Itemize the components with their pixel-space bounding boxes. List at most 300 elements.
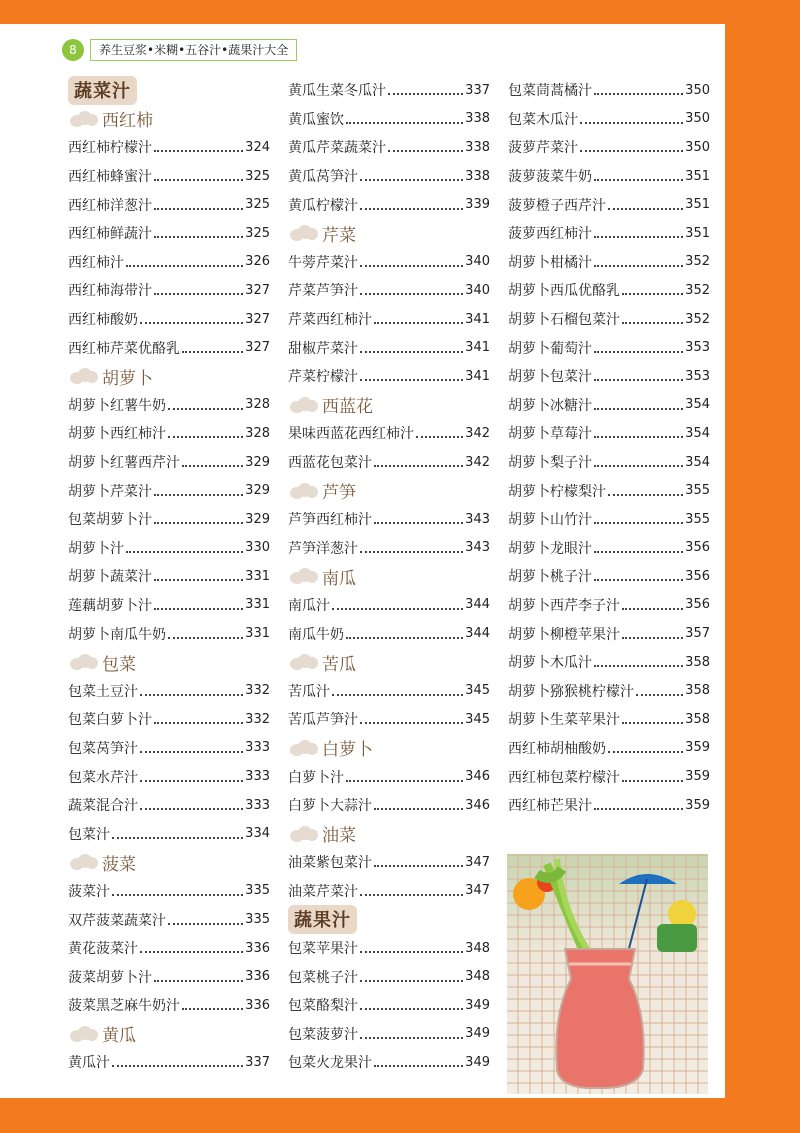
cloud-icon	[290, 654, 318, 670]
toc-entry[interactable]	[68, 905, 270, 934]
dot-leader	[140, 322, 243, 324]
toc-entry[interactable]	[288, 305, 490, 334]
entry-page-number: 340	[465, 282, 490, 298]
dot-leader	[594, 808, 683, 810]
toc-entry[interactable]	[68, 991, 270, 1020]
entry-title: 胡萝卜葡萄汁	[508, 340, 592, 357]
page	[0, 24, 725, 1098]
entry-page-number: 347	[465, 883, 490, 899]
toc-entry[interactable]	[68, 391, 270, 420]
dot-leader	[622, 322, 683, 324]
entry-title: 西红柿鲜蔬汁	[68, 226, 152, 243]
entry-page-number: 349	[465, 997, 490, 1013]
category-label: 蔬菜汁	[68, 76, 137, 105]
subcategory-heading	[68, 1020, 270, 1049]
dot-leader	[154, 494, 243, 496]
toc-entry[interactable]	[288, 791, 490, 820]
dot-leader	[154, 236, 243, 238]
dot-leader	[140, 780, 243, 782]
toc-entry[interactable]	[288, 991, 490, 1020]
entry-title: 蔬菜混合汁	[68, 798, 138, 815]
dot-leader	[374, 1065, 463, 1067]
toc-entry[interactable]	[288, 848, 490, 877]
entry-title: 胡萝卜包菜汁	[508, 369, 592, 386]
toc-entry[interactable]	[68, 534, 270, 563]
toc-entry[interactable]	[288, 105, 490, 134]
dot-leader	[360, 208, 463, 210]
toc-entry[interactable]	[288, 419, 490, 448]
entry-page-number: 356	[685, 597, 710, 613]
toc-entry[interactable]	[508, 391, 710, 420]
entry-title: 黄瓜柠檬汁	[288, 197, 358, 214]
entry-page-number: 334	[245, 826, 270, 842]
entry-title: 胡萝卜柑橘汁	[508, 254, 592, 271]
entry-page-number: 327	[245, 340, 270, 356]
entry-title: 芦笋西红柿汁	[288, 512, 372, 529]
entry-page-number: 343	[465, 540, 490, 556]
dot-leader	[374, 808, 463, 810]
entry-page-number: 356	[685, 540, 710, 556]
dot-leader	[594, 579, 683, 581]
dot-leader	[594, 179, 683, 181]
toc-entry[interactable]	[508, 105, 710, 134]
entry-title: 黄瓜莴笋汁	[288, 169, 358, 186]
entry-page-number: 342	[465, 425, 490, 441]
entry-title: 胡萝卜猕猴桃柠檬汁	[508, 683, 634, 700]
toc-column-3	[508, 76, 710, 819]
entry-page-number: 341	[465, 368, 490, 384]
toc-entry[interactable]	[68, 791, 270, 820]
toc-entry[interactable]	[508, 619, 710, 648]
entry-title: 胡萝卜龙眼汁	[508, 540, 592, 557]
dot-leader	[168, 408, 243, 410]
toc-entry[interactable]	[68, 305, 270, 334]
toc-entry[interactable]	[68, 591, 270, 620]
entry-title: 包菜菠萝汁	[288, 1026, 358, 1043]
entry-title: 西蓝花包菜汁	[288, 455, 372, 472]
toc-entry[interactable]	[68, 190, 270, 219]
dot-leader	[182, 465, 243, 467]
entry-title: 芹菜西红柿汁	[288, 312, 372, 329]
entry-page-number: 329	[245, 483, 270, 499]
subcategory-heading	[288, 562, 490, 591]
dot-leader	[168, 923, 243, 925]
dot-leader	[126, 265, 243, 267]
toc-entry[interactable]	[68, 934, 270, 963]
bottom-frame-bar	[0, 1098, 800, 1133]
entry-title: 芦笋洋葱汁	[288, 540, 358, 557]
entry-page-number: 346	[465, 769, 490, 785]
toc-entry[interactable]	[68, 248, 270, 277]
toc-column-1	[68, 76, 270, 1077]
page-header	[62, 38, 297, 62]
entry-page-number: 331	[245, 568, 270, 584]
dot-leader	[332, 694, 463, 696]
entry-page-number: 336	[245, 969, 270, 985]
entry-title: 胡萝卜汁	[68, 540, 124, 557]
entry-title: 菠菜汁	[68, 883, 110, 900]
entry-title: 包菜酪梨汁	[288, 998, 358, 1015]
dot-leader	[580, 150, 683, 152]
entry-title: 包菜水芹汁	[68, 769, 138, 786]
entry-page-number: 342	[465, 454, 490, 470]
toc-entry[interactable]	[68, 505, 270, 534]
entry-title: 西红柿酸奶	[68, 312, 138, 329]
toc-entry[interactable]	[68, 333, 270, 362]
subcategory-label: 苦瓜	[322, 654, 356, 675]
dot-leader	[388, 150, 463, 152]
entry-page-number: 336	[245, 940, 270, 956]
dot-leader	[168, 436, 243, 438]
entry-page-number: 337	[465, 82, 490, 98]
dot-leader	[636, 694, 683, 696]
entry-title: 黄瓜蜜饮	[288, 111, 344, 128]
entry-page-number: 344	[465, 597, 490, 613]
toc-entry[interactable]	[288, 1048, 490, 1077]
entry-page-number: 354	[685, 425, 710, 441]
dot-leader	[360, 293, 463, 295]
entry-page-number: 348	[465, 969, 490, 985]
entry-page-number: 353	[685, 368, 710, 384]
entry-page-number: 358	[685, 711, 710, 727]
toc-entry[interactable]	[68, 448, 270, 477]
entry-page-number: 335	[245, 883, 270, 899]
entry-title: 芹菜芦笋汁	[288, 283, 358, 300]
entry-title: 胡萝卜木瓜汁	[508, 655, 592, 672]
entry-title: 胡萝卜西瓜优酪乳	[508, 283, 620, 300]
toc-entry[interactable]	[68, 133, 270, 162]
toc-entry[interactable]	[288, 133, 490, 162]
toc-entry[interactable]	[288, 448, 490, 477]
toc-entry[interactable]	[68, 877, 270, 906]
entry-page-number: 347	[465, 854, 490, 870]
entry-page-number: 348	[465, 940, 490, 956]
dot-leader	[608, 208, 683, 210]
entry-title: 包菜火龙果汁	[288, 1055, 372, 1072]
toc-entry[interactable]	[508, 190, 710, 219]
subcategory-heading	[288, 219, 490, 248]
entry-title: 胡萝卜柠檬梨汁	[508, 483, 606, 500]
dot-leader	[140, 951, 243, 953]
toc-entry[interactable]	[508, 248, 710, 277]
dot-leader	[346, 780, 463, 782]
entry-page-number: 333	[245, 740, 270, 756]
dot-leader	[154, 293, 243, 295]
entry-title: 包菜胡萝卜汁	[68, 512, 152, 529]
toc-entry[interactable]	[508, 562, 710, 591]
entry-title: 胡萝卜红薯牛奶	[68, 397, 166, 414]
toc-entry[interactable]	[508, 705, 710, 734]
page-number-badge: 8	[62, 39, 84, 61]
entry-page-number: 357	[685, 626, 710, 642]
entry-page-number: 341	[465, 311, 490, 327]
entry-page-number: 359	[685, 769, 710, 785]
entry-title: 胡萝卜蔬菜汁	[68, 569, 152, 586]
toc-entry[interactable]	[68, 819, 270, 848]
toc-entry[interactable]	[288, 76, 490, 105]
toc-entry[interactable]	[508, 534, 710, 563]
dot-leader	[594, 436, 683, 438]
entry-page-number: 325	[245, 197, 270, 213]
dot-leader	[360, 951, 463, 953]
cloud-icon	[70, 854, 98, 870]
entry-page-number: 352	[685, 254, 710, 270]
toc-entry[interactable]	[508, 791, 710, 820]
dot-leader	[154, 208, 243, 210]
dot-leader	[360, 179, 463, 181]
toc-entry[interactable]	[68, 562, 270, 591]
entry-title: 牛蒡芹菜汁	[288, 254, 358, 271]
entry-page-number: 356	[685, 568, 710, 584]
entry-title: 莲藕胡萝卜汁	[68, 597, 152, 614]
entry-title: 油菜紫包菜汁	[288, 855, 372, 872]
dot-leader	[154, 608, 243, 610]
entry-title: 黄花菠菜汁	[68, 941, 138, 958]
entry-title: 西红柿海带汁	[68, 283, 152, 300]
entry-page-number: 358	[685, 683, 710, 699]
entry-page-number: 325	[245, 168, 270, 184]
toc-entry[interactable]	[508, 591, 710, 620]
entry-title: 胡萝卜梨子汁	[508, 455, 592, 472]
entry-page-number: 354	[685, 454, 710, 470]
entry-title: 菠萝橙子西芹汁	[508, 197, 606, 214]
toc-entry[interactable]	[508, 276, 710, 305]
subcategory-heading	[68, 848, 270, 877]
toc-entry[interactable]	[288, 362, 490, 391]
toc-entry[interactable]	[68, 276, 270, 305]
entry-title: 胡萝卜冰糖汁	[508, 397, 592, 414]
juice-glass-illustration	[507, 854, 708, 1094]
entry-title: 胡萝卜柳橙苹果汁	[508, 626, 620, 643]
entry-page-number: 338	[465, 139, 490, 155]
dot-leader	[374, 465, 463, 467]
toc-entry[interactable]	[508, 762, 710, 791]
toc-entry[interactable]	[288, 505, 490, 534]
entry-title: 西红柿洋葱汁	[68, 197, 152, 214]
subcategory-label: 芹菜	[322, 225, 356, 246]
entry-page-number: 336	[245, 997, 270, 1013]
entry-title: 包菜白萝卜汁	[68, 712, 152, 729]
dot-leader	[594, 522, 683, 524]
subcategory-heading	[288, 648, 490, 677]
entry-page-number: 332	[245, 683, 270, 699]
dot-leader	[608, 751, 683, 753]
dot-leader	[580, 122, 683, 124]
subcategory-heading	[288, 391, 490, 420]
subcategory-heading	[68, 648, 270, 677]
dot-leader	[360, 980, 463, 982]
entry-page-number: 333	[245, 769, 270, 785]
entry-title: 菠萝菠菜牛奶	[508, 169, 592, 186]
entry-page-number: 328	[245, 397, 270, 413]
cloud-icon	[70, 111, 98, 127]
entry-page-number: 327	[245, 282, 270, 298]
entry-title: 西红柿胡柚酸奶	[508, 740, 606, 757]
subcategory-heading	[288, 476, 490, 505]
entry-page-number: 329	[245, 454, 270, 470]
dot-leader	[140, 751, 243, 753]
toc-entry[interactable]	[68, 705, 270, 734]
dot-leader	[360, 1008, 463, 1010]
toc-entry[interactable]	[508, 505, 710, 534]
toc-entry[interactable]	[288, 162, 490, 191]
entry-title: 苦瓜汁	[288, 683, 330, 700]
entry-title: 胡萝卜西芹李子汁	[508, 597, 620, 614]
toc-entry[interactable]	[288, 276, 490, 305]
entry-title: 双芹菠菜蔬菜汁	[68, 912, 166, 929]
entry-page-number: 355	[685, 511, 710, 527]
toc-entry[interactable]	[288, 333, 490, 362]
dot-leader	[154, 579, 243, 581]
cloud-icon	[290, 740, 318, 756]
subcategory-heading	[288, 819, 490, 848]
toc-entry[interactable]	[288, 1020, 490, 1049]
entry-title: 西红柿柠檬汁	[68, 140, 152, 157]
entry-page-number: 328	[245, 425, 270, 441]
entry-title: 南瓜汁	[288, 597, 330, 614]
cloud-icon	[290, 483, 318, 499]
subcategory-label: 油菜	[322, 826, 356, 847]
toc-entry[interactable]	[288, 619, 490, 648]
dot-leader	[594, 236, 683, 238]
dot-leader	[622, 722, 683, 724]
toc-entry[interactable]	[68, 676, 270, 705]
toc-entry[interactable]	[508, 333, 710, 362]
entry-page-number: 338	[465, 111, 490, 127]
dot-leader	[182, 1008, 243, 1010]
entry-title: 包菜苹果汁	[288, 941, 358, 958]
entry-title: 菠萝芹菜汁	[508, 140, 578, 157]
cloud-icon	[70, 1026, 98, 1042]
subcategory-label: 白萝卜	[322, 740, 373, 761]
entry-page-number: 331	[245, 626, 270, 642]
toc-entry[interactable]	[288, 934, 490, 963]
entry-page-number: 337	[245, 1054, 270, 1070]
dot-leader	[388, 93, 463, 95]
entry-page-number: 349	[465, 1026, 490, 1042]
entry-page-number: 346	[465, 797, 490, 813]
dot-leader	[154, 722, 243, 724]
toc-entry[interactable]	[508, 648, 710, 677]
category-heading	[68, 76, 270, 105]
toc-entry[interactable]	[508, 676, 710, 705]
toc-entry[interactable]	[68, 419, 270, 448]
toc-entry[interactable]	[508, 76, 710, 105]
subcategory-label: 西蓝花	[322, 397, 373, 418]
toc-entry[interactable]	[68, 1048, 270, 1077]
toc-entry[interactable]	[68, 734, 270, 763]
toc-entry[interactable]	[288, 705, 490, 734]
toc-entry[interactable]	[68, 962, 270, 991]
entry-page-number: 339	[465, 197, 490, 213]
entry-page-number: 329	[245, 511, 270, 527]
entry-title: 西红柿包菜柠檬汁	[508, 769, 620, 786]
dot-leader	[594, 93, 683, 95]
toc-entry[interactable]	[68, 762, 270, 791]
entry-title: 包菜桃子汁	[288, 969, 358, 986]
dot-leader	[594, 665, 683, 667]
dot-leader	[112, 1065, 243, 1067]
dot-leader	[182, 351, 243, 353]
subcategory-heading	[68, 105, 270, 134]
toc-entry[interactable]	[508, 476, 710, 505]
toc-entry[interactable]	[288, 877, 490, 906]
toc-entry[interactable]	[508, 133, 710, 162]
entry-title: 胡萝卜桃子汁	[508, 569, 592, 586]
toc-entry[interactable]	[288, 962, 490, 991]
toc-entry[interactable]	[288, 190, 490, 219]
toc-entry[interactable]	[508, 219, 710, 248]
dot-leader	[346, 122, 463, 124]
toc-entry[interactable]	[508, 362, 710, 391]
toc-entry[interactable]	[68, 476, 270, 505]
dot-leader	[594, 265, 683, 267]
toc-entry[interactable]	[288, 676, 490, 705]
toc-entry[interactable]	[508, 419, 710, 448]
dot-leader	[622, 637, 683, 639]
toc-entry[interactable]	[508, 162, 710, 191]
entry-title: 菠菜胡萝卜汁	[68, 969, 152, 986]
cloud-icon	[70, 654, 98, 670]
dot-leader	[416, 436, 463, 438]
dot-leader	[622, 780, 683, 782]
entry-title: 黄瓜芹菜蔬菜汁	[288, 140, 386, 157]
entry-title: 胡萝卜南瓜牛奶	[68, 626, 166, 643]
entry-title: 胡萝卜红薯西芹汁	[68, 455, 180, 472]
toc-entry[interactable]	[508, 448, 710, 477]
entry-page-number: 331	[245, 597, 270, 613]
dot-leader	[140, 694, 243, 696]
cloud-icon	[70, 368, 98, 384]
entry-title: 包菜莴笋汁	[68, 740, 138, 757]
entry-title: 包菜木瓜汁	[508, 111, 578, 128]
entry-title: 果味西蓝花西红柿汁	[288, 426, 414, 443]
toc-entry[interactable]	[68, 219, 270, 248]
entry-page-number: 327	[245, 311, 270, 327]
entry-page-number: 351	[685, 225, 710, 241]
subcategory-label: 包菜	[102, 654, 136, 675]
entry-page-number: 359	[685, 797, 710, 813]
entry-page-number: 345	[465, 711, 490, 727]
toc-entry[interactable]	[508, 734, 710, 763]
toc-entry[interactable]	[68, 619, 270, 648]
toc-entry[interactable]	[288, 591, 490, 620]
toc-entry[interactable]	[508, 305, 710, 334]
toc-entry[interactable]	[288, 248, 490, 277]
dot-leader	[374, 522, 463, 524]
entry-title: 苦瓜芦笋汁	[288, 712, 358, 729]
entry-page-number: 359	[685, 740, 710, 756]
toc-entry[interactable]	[68, 162, 270, 191]
dot-leader	[360, 894, 463, 896]
dot-leader	[346, 637, 463, 639]
dot-leader	[374, 322, 463, 324]
entry-title: 芹菜柠檬汁	[288, 369, 358, 386]
dot-leader	[360, 722, 463, 724]
dot-leader	[112, 894, 243, 896]
dot-leader	[332, 608, 463, 610]
entry-title: 胡萝卜草莓汁	[508, 426, 592, 443]
entry-page-number: 326	[245, 254, 270, 270]
dot-leader	[594, 351, 683, 353]
entry-title: 白萝卜大蒜汁	[288, 798, 372, 815]
entry-page-number: 345	[465, 683, 490, 699]
toc-entry[interactable]	[288, 762, 490, 791]
toc-entry[interactable]	[288, 534, 490, 563]
entry-title: 菠菜黑芝麻牛奶汁	[68, 998, 180, 1015]
subcategory-label: 胡萝卜	[102, 368, 153, 389]
entry-title: 黄瓜生菜冬瓜汁	[288, 83, 386, 100]
